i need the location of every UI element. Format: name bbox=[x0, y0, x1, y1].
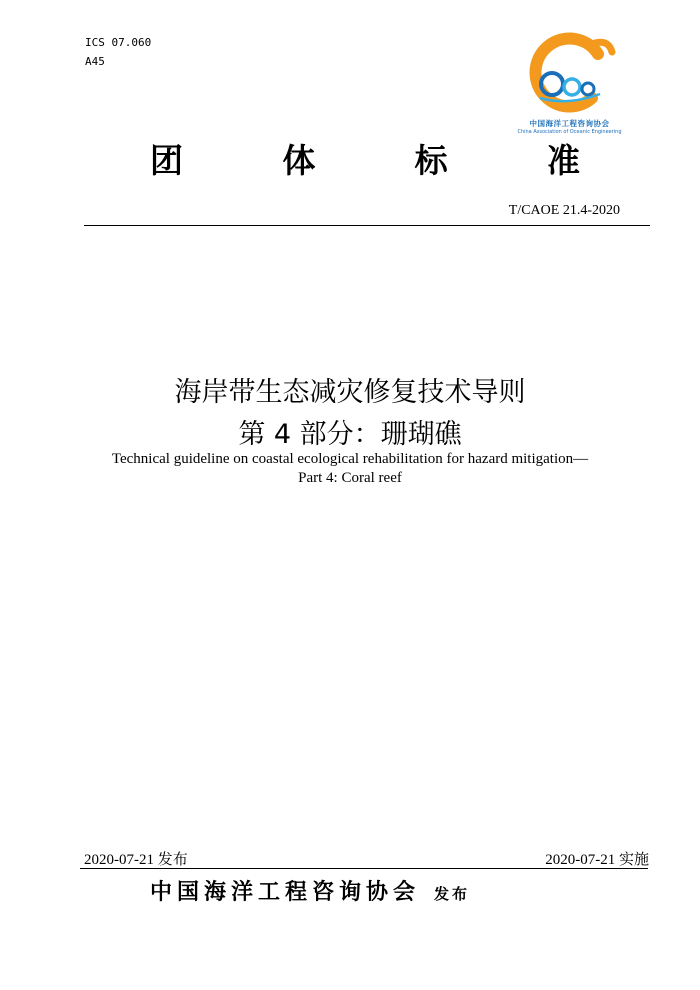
issue-date: 2020-07-21 发布 bbox=[84, 852, 188, 868]
title-cn-line2: 第 4 部分：珊瑚礁 bbox=[238, 419, 462, 450]
classification-code: A45 bbox=[85, 55, 105, 68]
association-logo bbox=[512, 32, 627, 140]
association-logo-icon bbox=[512, 32, 627, 118]
title-en-line1: Technical guideline on coastal ecological rehabilitation for hazard mitigation— bbox=[111, 451, 589, 467]
ics-code: ICS 07.060 bbox=[85, 36, 152, 49]
footer-divider bbox=[80, 868, 648, 869]
standard-number: T/CAOE 21.4-2020 bbox=[508, 203, 620, 218]
implementation-date: 2020-07-21 实施 bbox=[545, 852, 649, 868]
publisher-suffix: 发布 bbox=[434, 885, 471, 903]
standard-type-char: 准 bbox=[546, 141, 580, 180]
publisher-name: 中国海洋工程咨询协会 bbox=[150, 880, 421, 905]
standard-type-char: 团 bbox=[150, 141, 183, 180]
title-cn-line1: 海岸带生态减灾修复技术导则 bbox=[174, 377, 526, 408]
standard-type-heading bbox=[150, 138, 580, 184]
logo-org-name-cn: 中国海洋工程咨询协会 bbox=[529, 119, 610, 128]
publisher-line bbox=[150, 875, 470, 906]
title-en-line2: Part 4: Coral reef bbox=[298, 470, 402, 486]
standard-type-char: 标 bbox=[414, 141, 448, 180]
header-divider bbox=[84, 225, 650, 226]
standard-type-char: 体 bbox=[282, 141, 316, 180]
logo-org-name-en: China Association of Oceanic Engineering bbox=[517, 129, 622, 135]
